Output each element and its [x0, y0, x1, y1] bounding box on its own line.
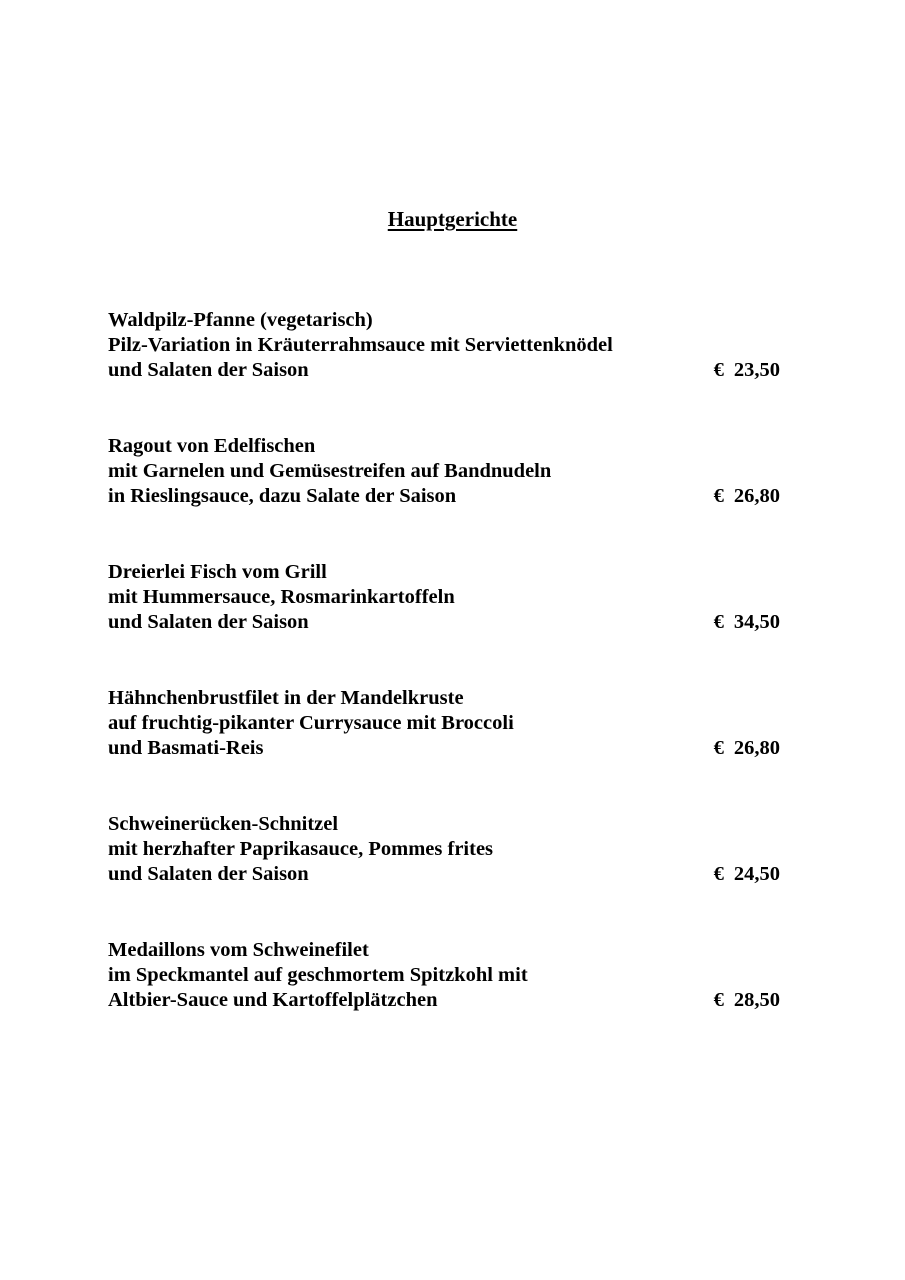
dish-name: Hähnchenbrustfilet in der Mandelkruste [108, 687, 464, 709]
dish-description: im Speckmantel auf geschmortem Spitzkohl mit [108, 964, 528, 986]
currency-symbol: € [713, 611, 724, 633]
dish-item [108, 938, 788, 1064]
dish-price [714, 358, 780, 383]
dish-description: in Rieslingsauce, dazu Salate der Saison [108, 485, 457, 507]
currency-symbol: € [713, 737, 724, 759]
dish-name: Medaillons vom Schweinefilet [108, 939, 369, 961]
dish-description: und Salaten der Saison [108, 863, 309, 885]
dish-description: auf fruchtig-pikanter Currysauce mit Broccoli [108, 712, 514, 734]
dish-name: Schweinerücken-Schnitzel [108, 813, 339, 835]
dish-description: Altbier-Sauce und Kartoffelplätzchen [108, 989, 438, 1011]
dish-description: und Salaten der Saison [108, 611, 309, 633]
dish-price [714, 484, 780, 509]
dish-item [108, 560, 788, 686]
dish-list [108, 308, 788, 1064]
dish-description: und Basmati-Reis [108, 737, 264, 759]
dish-description: und Salaten der Saison [108, 359, 309, 381]
dish-description: mit Hummersauce, Rosmarinkartoffeln [108, 586, 455, 608]
currency-symbol: € [713, 863, 724, 885]
currency-symbol: € [713, 359, 724, 381]
dish-price [714, 862, 780, 887]
currency-symbol: € [713, 989, 724, 1011]
dish-item [108, 308, 788, 434]
dish-price [714, 610, 780, 635]
dish-price [714, 736, 780, 761]
page-title: Hauptgerichte [387, 207, 518, 231]
dish-description: mit herzhafter Paprikasauce, Pommes frites [108, 838, 494, 860]
dish-description: mit Garnelen und Gemüsestreifen auf Bandnudeln [108, 460, 552, 482]
price-value: 28,50 [733, 989, 780, 1011]
dish-item [108, 686, 788, 812]
dish-name: Dreierlei Fisch vom Grill [108, 561, 327, 583]
price-value: 24,50 [733, 863, 780, 885]
dish-item [108, 812, 788, 938]
dish-name: Waldpilz-Pfanne (vegetarisch) [108, 309, 373, 331]
price-value: 34,50 [733, 611, 780, 633]
dish-item [108, 434, 788, 560]
dish-price [714, 988, 780, 1013]
currency-symbol: € [713, 485, 724, 507]
dish-description: Pilz-Variation in Kräuterrahmsauce mit Serviettenknödel [108, 334, 613, 356]
dish-name: Ragout von Edelfischen [108, 435, 316, 457]
price-value: 23,50 [733, 359, 780, 381]
price-value: 26,80 [733, 485, 780, 507]
price-value: 26,80 [733, 737, 780, 759]
